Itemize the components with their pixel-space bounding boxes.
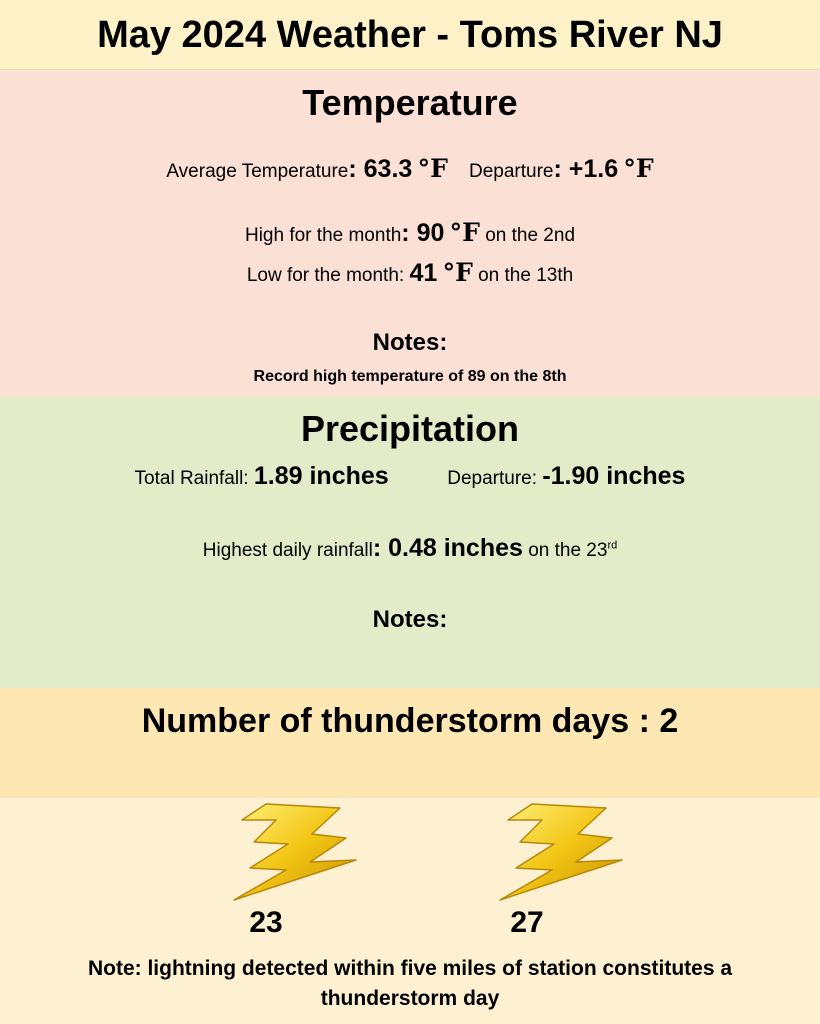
average-temperature-unit: °F (417, 154, 448, 183)
highest-daily-rainfall-line: Highest daily rainfall: 0.48 inches on the 23rd (202, 534, 618, 562)
precipitation-notes-heading: Notes: (372, 606, 448, 633)
high-temperature-line: High for the month: 90 °F on the 2nd (244, 218, 576, 247)
low-temperature-line (0, 258, 820, 288)
temperature-departure-value: +1.6 (568, 155, 619, 183)
title-band (0, 0, 820, 70)
average-temperature-line: Average Temperature: 63.3 °F Departure: +1.6 °F (166, 154, 654, 183)
lightning-bolt-icon (214, 800, 360, 902)
thunderstorm-day-1: 23 (249, 906, 283, 939)
thunderstorm-section (0, 688, 820, 798)
lightning-bolt-icon (480, 800, 626, 902)
total-rainfall-label: Total Rainfall: (134, 468, 249, 489)
thunderstorm-day-2: 27 (510, 906, 544, 939)
high-temperature-date: on the 2nd (485, 225, 576, 246)
precipitation-section (0, 396, 820, 688)
average-temperature-label: Average Temperature (166, 161, 349, 182)
total-rainfall-value: 1.89 inches (253, 462, 389, 490)
high-temperature-unit: °F (449, 218, 480, 247)
temperature-notes-heading: Notes: (372, 329, 448, 356)
low-temperature-label: Low for the month: (246, 265, 405, 286)
temperature-heading: Temperature (302, 82, 518, 123)
highest-daily-rainfall-label: Highest daily rainfall (202, 540, 373, 561)
low-temperature-date: on the 13th (478, 265, 574, 286)
temperature-note: Record high temperature of 89 on the 8th (253, 368, 567, 385)
page-title: May 2024 Weather - Toms River NJ (97, 14, 723, 56)
high-temperature-value: 90 (416, 219, 445, 247)
low-temperature-value: 41 (409, 259, 438, 287)
rainfall-departure-label: Departure: (447, 468, 538, 489)
thunderstorm-days-section (0, 798, 820, 1024)
rainfall-departure-value: -1.90 inches (542, 462, 686, 490)
thunderstorm-footnote: Note: lightning detected within five miles of station constitutes a thunderstorm day (87, 957, 733, 1010)
average-temperature-value: 63.3 (363, 155, 413, 183)
temperature-departure-unit: °F (623, 154, 654, 183)
high-temperature-label: High for the month (244, 225, 402, 246)
temperature-departure-label: Departure (468, 161, 554, 182)
highest-daily-rainfall-date: on the 23 (528, 540, 608, 561)
low-temperature-unit: °F (442, 258, 473, 287)
highest-daily-rainfall-value: 0.48 inches (388, 534, 523, 562)
temperature-section (0, 70, 820, 396)
precipitation-heading: Precipitation (300, 408, 520, 449)
highest-daily-rainfall-date-suffix: rd (607, 539, 618, 552)
thunderstorm-days-heading: Number of thunderstorm days : 2 (141, 702, 679, 740)
rainfall-line (0, 462, 820, 491)
